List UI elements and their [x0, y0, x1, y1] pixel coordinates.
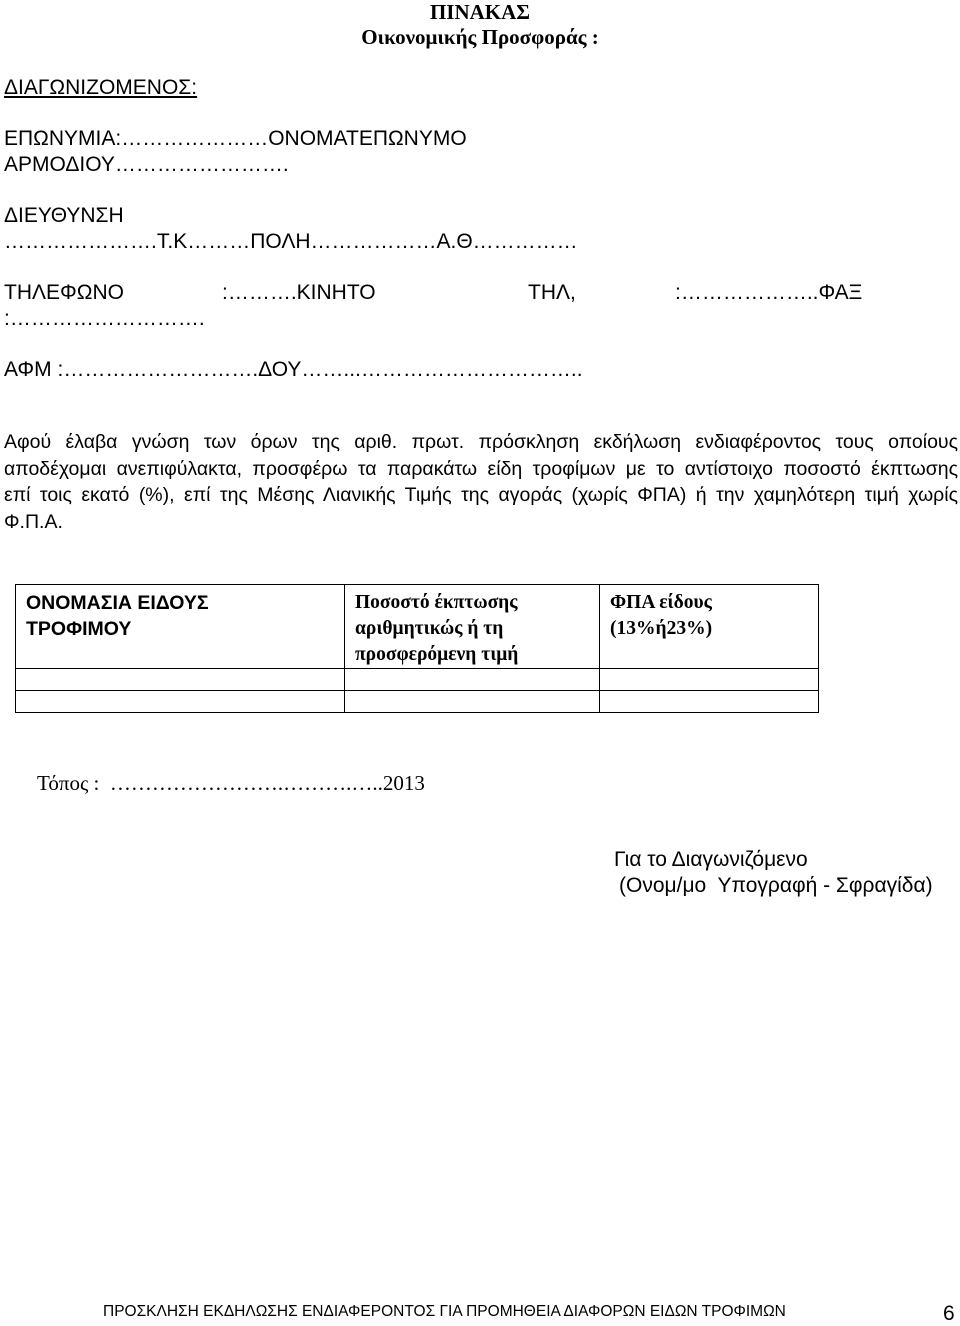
header-item-name — [16, 585, 345, 669]
phone-fill: :……….ΚΙΝΗΤΟ — [222, 281, 376, 304]
responsible-line: ΑΡΜΟΔΙΟΥ……………………. — [4, 153, 289, 176]
phone-label: ΤΗΛΕΦΩΝΟ — [4, 281, 124, 304]
table-cell[interactable] — [345, 691, 600, 713]
signature-for: Για το Διαγωνιζόμενο — [614, 848, 808, 871]
header-text: αριθμητικώς ή τη — [355, 618, 504, 639]
signature-instructions: (Ονομ/μο Υπογραφή - Σφραγίδα) — [619, 874, 933, 897]
table-cell[interactable] — [345, 669, 600, 691]
paragraph-line: Φ.Π.Α. — [4, 510, 63, 533]
surname-line: ΕΠΩΝΥΜΙΑ:…………………ΟΝΟΜΑΤΕΠΩΝΥΜΟ — [4, 127, 467, 150]
header-discount — [345, 585, 600, 669]
document-subtitle: Οικονομικής Προσφοράς : — [361, 25, 599, 49]
address-label: ΔΙΕΥΘΥΝΣΗ — [4, 204, 124, 227]
page-footer: ΠΡΟΣΚΛΗΣΗ ΕΚΔΗΛΩΣΗΣ ΕΝΔΙΑΦΕΡΟΝΤΟΣ ΓΙΑ ΠΡΟΜΗΘΕΙΑ ΔΙΑΦΟΡΩΝ ΕΙΔΩΝ ΤΡΟΦΙΜΩΝ — [103, 1303, 786, 1320]
fax-fill: :………………..ΦΑΞ — [675, 281, 863, 304]
offer-table — [15, 584, 819, 713]
paragraph-line: επί τοις εκατό (%), επί της Μέσης Λιανικής Τιμής της αγοράς (χωρίς ΦΠΑ) ή την χαμηλότερη τιμή χωρίς — [4, 484, 958, 506]
table-row — [16, 669, 819, 691]
page-number: 6 — [943, 1302, 955, 1325]
fax-line: :………………………. — [4, 307, 205, 330]
address-line: ………………….Τ.Κ………ΠΟΛΗ………………Α.Θ…………… — [4, 230, 578, 253]
header-text: Ποσοστό έκπτωσης — [355, 592, 518, 613]
header-text: (13%ή23%) — [610, 618, 713, 639]
table-row — [16, 691, 819, 713]
table-cell[interactable] — [600, 669, 819, 691]
vat-line: ΑΦΜ :……………………….ΔΟΥ……...………………………….. — [4, 358, 583, 381]
header-vat — [600, 585, 819, 669]
place-date-line: Τόπος : …………………….……….…..2013 — [37, 771, 425, 795]
document-title: ΠΙΝΑΚΑΣ — [429, 0, 531, 24]
header-text: προσφερόμενη τιμή — [355, 644, 519, 665]
mobile-label: ΤΗΛ, — [528, 281, 576, 304]
header-text: ΟΝΟΜΑΣΙΑ ΕΙΔΟΥΣ — [26, 592, 209, 614]
header-text: ΤΡΟΦΙΜΟΥ — [26, 618, 132, 640]
contestant-heading: ΔΙΑΓΩΝΙΖΟΜΕΝΟΣ: — [4, 76, 198, 99]
table-cell[interactable] — [600, 691, 819, 713]
paragraph-line: αποδέχομαι ανεπιφύλακτα, προσφέρω τα παρακάτω είδη τροφίμων με το αντίστοιχο ποσοστό έκπτωσης — [4, 457, 958, 480]
offer-paragraph — [4, 429, 958, 535]
table-cell[interactable] — [16, 691, 345, 713]
table-header-row — [16, 585, 819, 669]
header-text: ΦΠΑ είδους — [610, 592, 712, 613]
paragraph-line: Αφού έλαβα γνώση των όρων της αριθ. πρωτ. πρόσκληση εκδήλωση ενδιαφέροντος τους οποίους — [4, 431, 958, 453]
table-cell[interactable] — [16, 669, 345, 691]
